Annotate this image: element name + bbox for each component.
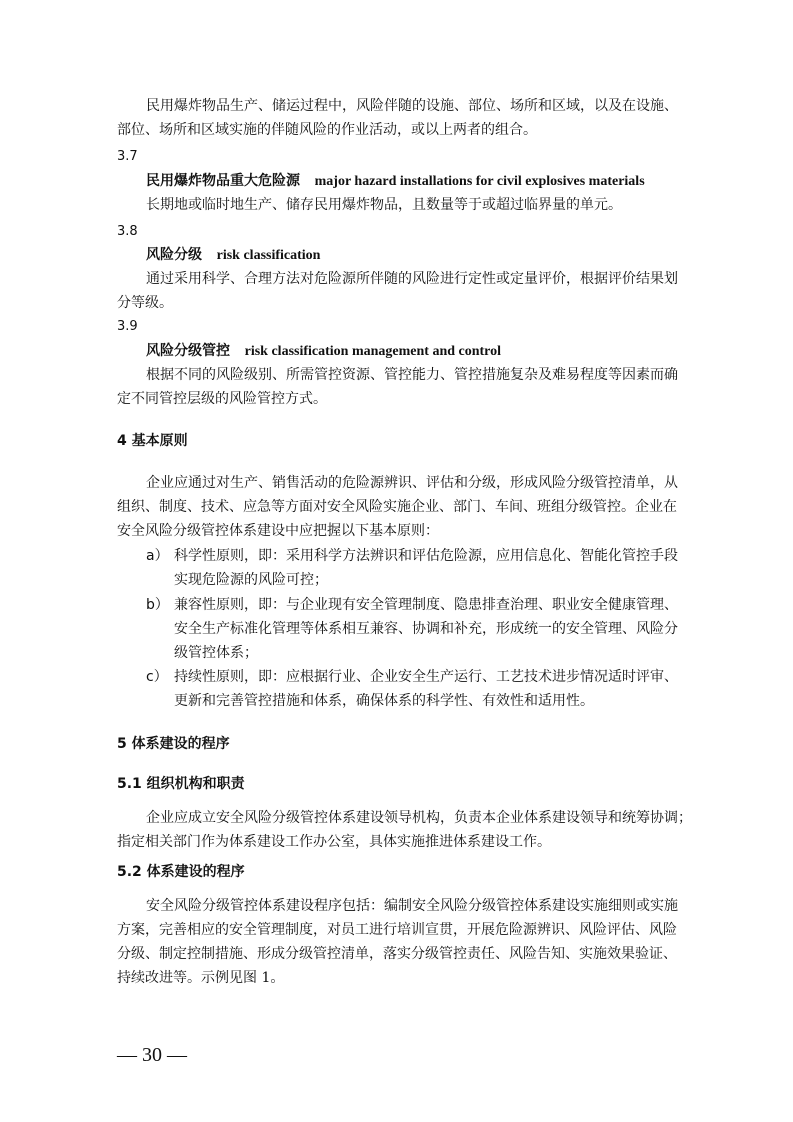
sec38-term: [146, 246, 320, 265]
sec4-item-a-marker: a）: [146, 548, 169, 564]
sec38-number: 3.8: [117, 224, 138, 239]
sec4-item-a-line1: 科学性原则，即：采用科学方法辨识和评估危险源，应用信息化、智能化管控手段: [174, 548, 678, 564]
sec4-para-line2: 组织、制度、技术、应急等方面对安全风险实施企业、部门、车间、班组分级管控。企业在: [117, 499, 677, 515]
sec4-item-a-line2: 实现危险源的风险可控；: [174, 572, 328, 588]
sec37-term: [146, 172, 645, 191]
sec5-heading: 5 体系建设的程序: [117, 736, 230, 752]
sec39-definition-line1: 根据不同的风险级别、所需管控资源、管控能力、管控措施复杂及难易程度等因素而确: [146, 367, 678, 383]
sec39-term-cn: 风险分级管控: [146, 343, 230, 359]
sec52-heading: 5.2 体系建设的程序: [117, 864, 245, 880]
sec4-item-b-line3: 级管控体系；: [174, 645, 258, 661]
sec38-term-en: risk classification: [216, 248, 321, 263]
sec37-term-en: major hazard installations for civil explosives materials: [314, 174, 645, 189]
sec37-definition: 长期地或临时地生产、储存民用爆炸物品，且数量等于或超过临界量的单元。: [146, 197, 622, 213]
sec39-term: [146, 342, 501, 361]
sec51-para-line1: 企业应成立安全风险分级管控体系建设领导机构，负责本企业体系建设领导和统筹协调；: [146, 810, 692, 826]
sec52-para-line4: 持续改进等。示例见图 1。: [117, 970, 285, 986]
sec52-para-line1: 安全风险分级管控体系建设程序包括：编制安全风险分级管控体系建设实施细则或实施: [146, 898, 678, 914]
sec38-definition-line1: 通过采用科学、合理方法对危险源所伴随的风险进行定性或定量评价，根据评价结果划: [146, 271, 678, 287]
sec51-para-line2: 指定相关部门作为体系建设工作办公室，具体实施推进体系建设工作。: [117, 834, 551, 850]
sec4-item-c-marker: c）: [146, 669, 168, 685]
sec4-item-b-line1: 兼容性原则，即：与企业现有安全管理制度、隐患排查治理、职业安全健康管理、: [174, 597, 678, 613]
sec4-item-c-line1: 持续性原则，即：应根据行业、企业安全生产运行、工艺技术进步情况适时评审、: [174, 669, 678, 685]
sec39-number: 3.9: [117, 319, 138, 334]
sec4-item-b-line2: 安全生产标准化管理等体系相互兼容、协调和补充，形成统一的安全管理、风险分: [174, 621, 678, 637]
sec37-number: 3.7: [117, 149, 138, 164]
sec37-term-cn: 民用爆炸物品重大危险源: [146, 173, 300, 189]
sec36-para-line2: 部位、场所和区域实施的伴随风险的作业活动，或以上两者的组合。: [117, 122, 537, 138]
sec39-definition-line2: 定不同管控层级的风险管控方式。: [117, 391, 327, 407]
sec51-heading: 5.1 组织机构和职责: [117, 776, 245, 792]
sec38-term-cn: 风险分级: [146, 247, 202, 263]
sec4-para-line3: 安全风险分级管控体系建设中应把握以下基本原则：: [117, 523, 439, 539]
sec36-para-line1: 民用爆炸物品生产、储运过程中，风险伴随的设施、部位、场所和区域，以及在设施、: [146, 98, 678, 114]
sec39-term-en: risk classification management and control: [244, 344, 502, 359]
sec4-para-line1: 企业应通过对生产、销售活动的危险源辨识、评估和分级，形成风险分级管控清单，从: [146, 475, 678, 491]
sec38-definition-line2: 分等级。: [117, 295, 173, 311]
sec4-heading: 4 基本原则: [117, 433, 188, 449]
sec4-item-b-marker: b）: [146, 597, 169, 613]
sec4-item-c-line2: 更新和完善管控措施和体系，确保体系的科学性、有效性和适用性。: [174, 693, 594, 709]
page-number: — 30 —: [117, 1044, 187, 1066]
sec52-para-line3: 分级、制定控制措施、形成分级管控清单，落实分级管控责任、风险告知、实施效果验证、: [117, 946, 677, 962]
sec52-para-line2: 方案，完善相应的安全管理制度，对员工进行培训宣贯，开展危险源辨识、风险评估、风险: [117, 922, 677, 938]
